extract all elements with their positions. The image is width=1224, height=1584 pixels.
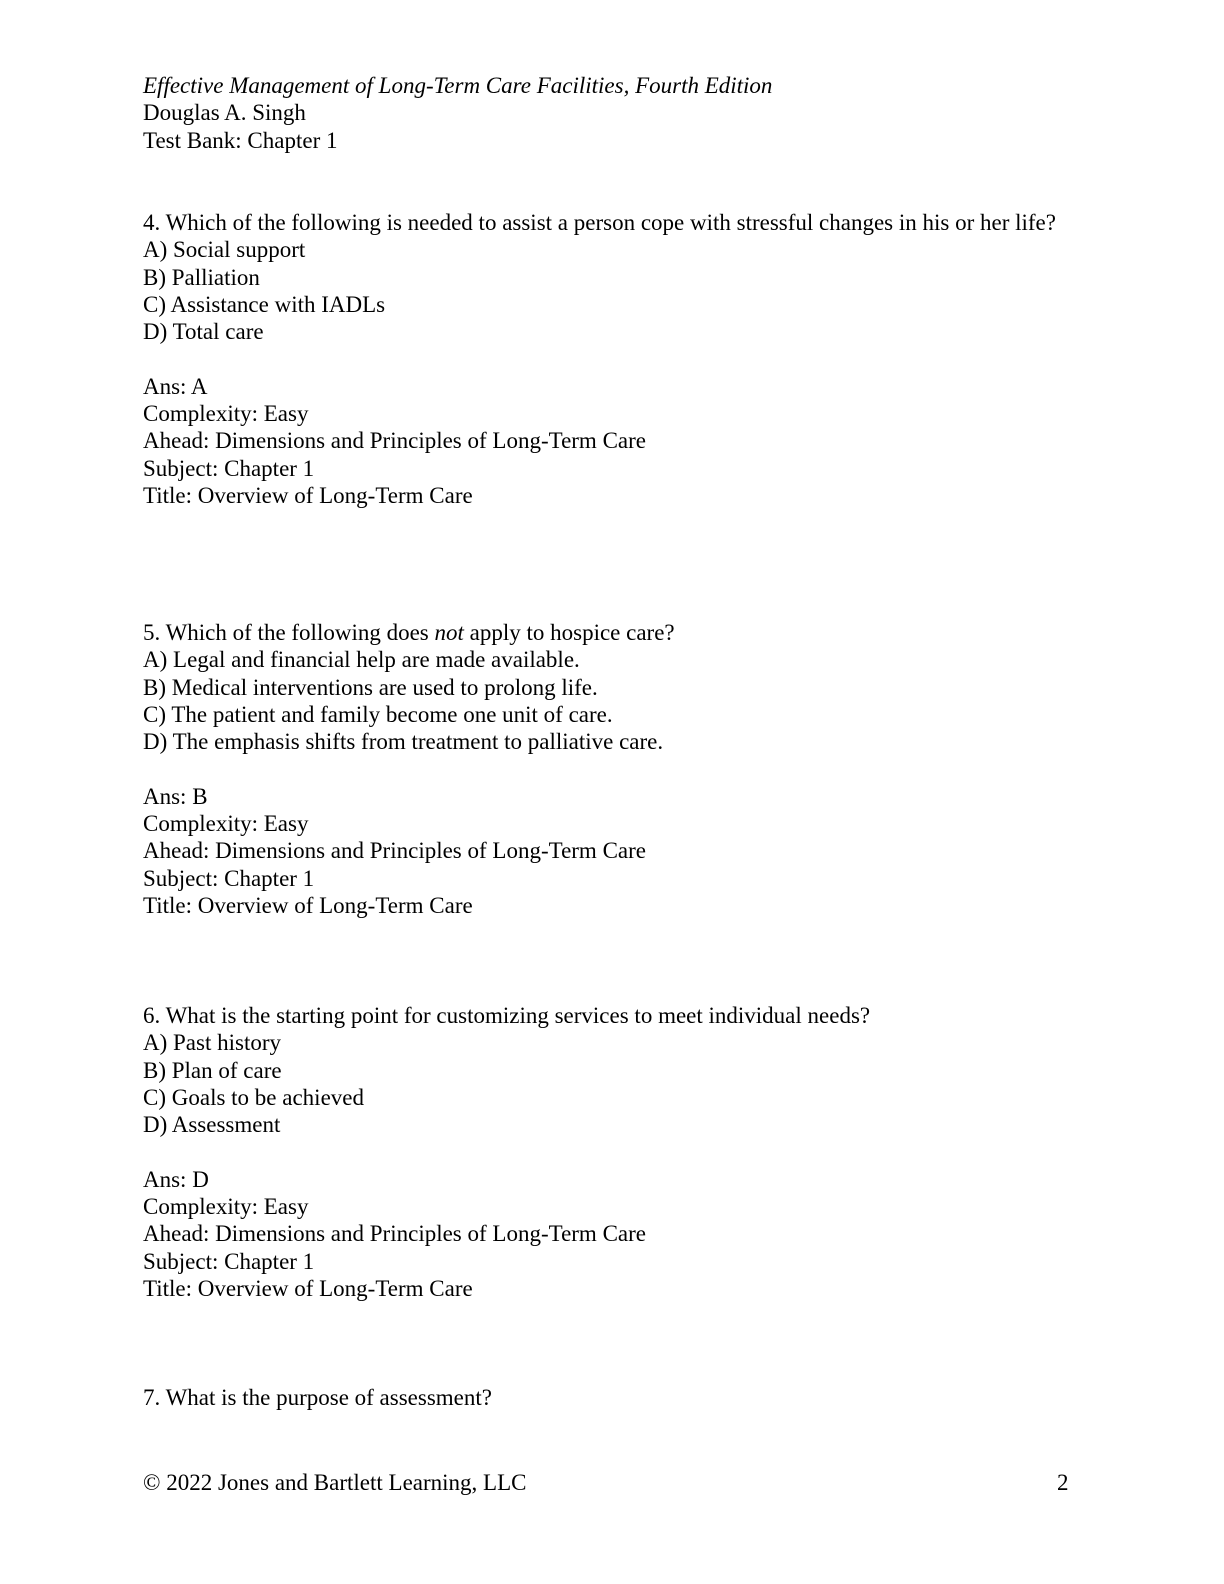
document-header: [143, 72, 1083, 154]
option-b: B) Plan of care: [143, 1057, 282, 1083]
option-c: C) The patient and family become one unit of care.: [143, 701, 613, 727]
complexity: Complexity: Easy: [143, 401, 309, 427]
option-c: C) Goals to be achieved: [143, 1084, 364, 1110]
option-b: B) Palliation: [143, 264, 260, 290]
title: Title: Overview of Long-Term Care: [143, 892, 473, 918]
answer: Ans: A: [143, 373, 208, 399]
subject: Subject: Chapter 1: [143, 865, 315, 891]
option-d: D) Assessment: [143, 1112, 281, 1138]
subject: Subject: Chapter 1: [143, 1248, 315, 1274]
answer: Ans: B: [143, 783, 208, 809]
complexity: Complexity: Easy: [143, 1194, 309, 1220]
author-name: Douglas A. Singh: [143, 100, 306, 126]
ahead: Ahead: Dimensions and Principles of Long-Term Care: [143, 838, 646, 864]
question-stem: 6. What is the starting point for customizing services to meet individual needs?: [143, 1003, 871, 1028]
answer: Ans: D: [143, 1166, 209, 1192]
title: Title: Overview of Long-Term Care: [143, 1275, 473, 1301]
question-5: [143, 619, 1083, 919]
option-d: D) The emphasis shifts from treatment to palliative care.: [143, 729, 664, 755]
option-c: C) Assistance with IADLs: [143, 291, 386, 317]
copyright-footer: © 2022 Jones and Bartlett Learning, LLC: [143, 1470, 527, 1495]
stem-before: 5. Which of the following does: [143, 620, 435, 645]
ahead: Ahead: Dimensions and Principles of Long-Term Care: [143, 1221, 646, 1247]
question-stem: [143, 619, 1083, 646]
question-stem: 7. What is the purpose of assessment?: [143, 1385, 492, 1410]
page-number: 2: [1057, 1470, 1069, 1495]
question-6: [143, 1002, 1083, 1302]
stem-after: apply to hospice care?: [463, 620, 675, 645]
option-b: B) Medical interventions are used to prolong life.: [143, 674, 598, 700]
ahead: Ahead: Dimensions and Principles of Long-Term Care: [143, 428, 646, 454]
question-4: [143, 209, 1083, 509]
title: Title: Overview of Long-Term Care: [143, 482, 473, 508]
option-a: A) Past history: [143, 1030, 281, 1056]
option-a: A) Social support: [143, 237, 306, 263]
option-a: A) Legal and financial help are made available.: [143, 647, 580, 673]
book-title: Effective Management of Long-Term Care Facilities, Fourth Edition: [143, 73, 773, 98]
complexity: Complexity: Easy: [143, 811, 309, 837]
question-stem: 4. Which of the following is needed to assist a person cope with stressful changes in his or her life?: [143, 210, 1056, 235]
option-d: D) Total care: [143, 319, 264, 345]
stem-emphasis: not: [434, 620, 464, 645]
subject: Subject: Chapter 1: [143, 455, 315, 481]
question-7: [143, 1384, 1083, 1411]
test-bank-label: Test Bank: Chapter 1: [143, 127, 338, 153]
